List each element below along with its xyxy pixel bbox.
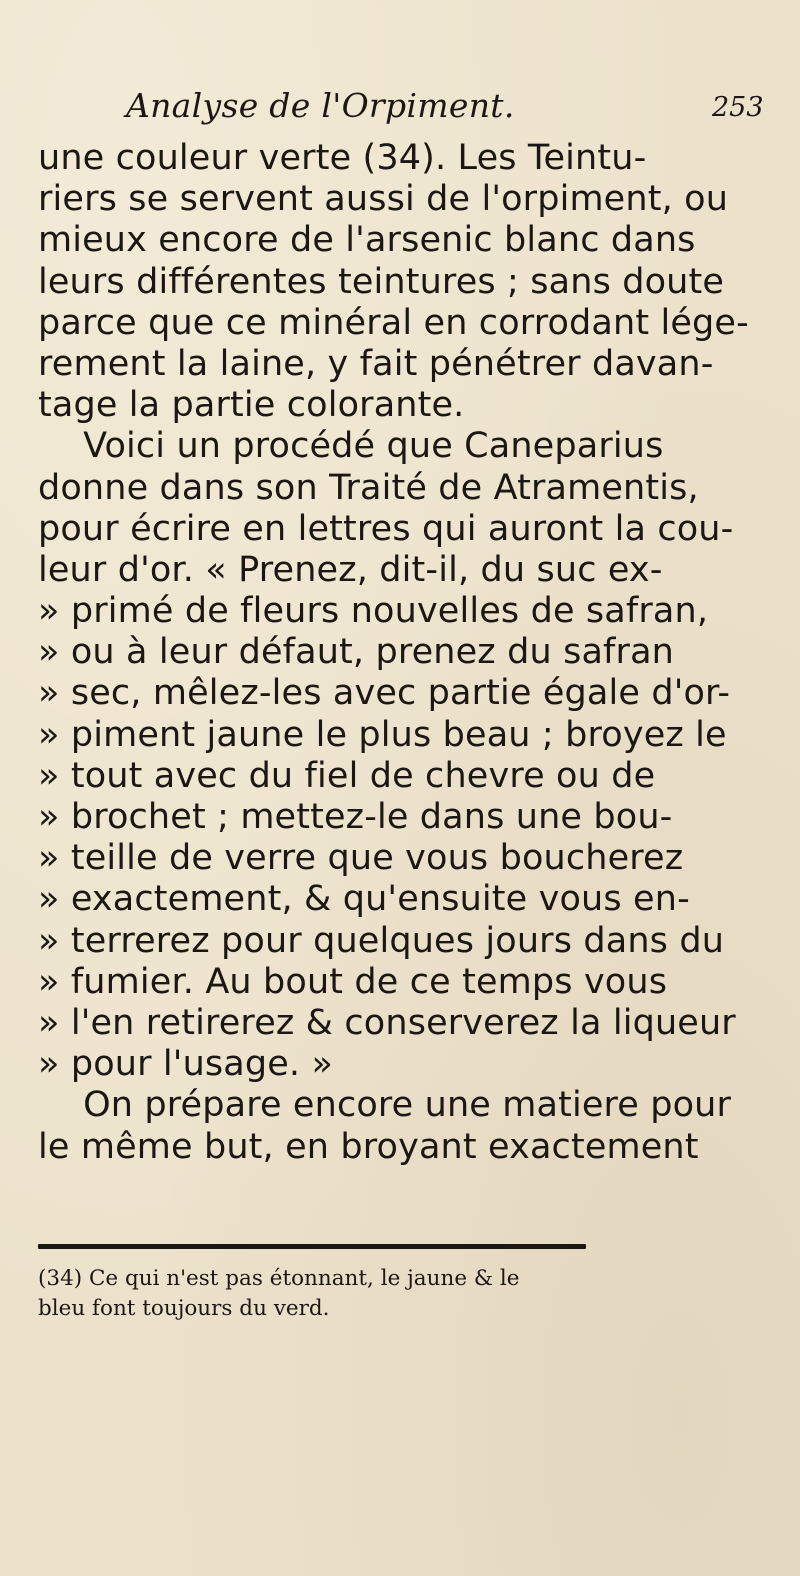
text-line: leur d'or. « Prenez, dit-il, du suc ex- [38, 549, 663, 590]
footnote-line: bleu font toujours du verd. [38, 1296, 330, 1321]
text-line: Voici un procédé que Caneparius [38, 426, 664, 467]
running-head [0, 74, 800, 134]
text-line: » teille de verre que vous boucherez [38, 838, 684, 879]
body-text [38, 138, 778, 1168]
page-number: 253 [712, 92, 764, 123]
text-line: » fumier. Au bout de ce temps vous [38, 961, 668, 1002]
footnote [38, 1264, 778, 1324]
text-line: parce que ce minéral en corrodant lége- [38, 302, 749, 343]
text-line: le même but, en broyant exactement [38, 1126, 699, 1167]
text-line: » brochet ; mettez-le dans une bou- [38, 797, 673, 837]
text-line: donne dans son Traité de Atramentis, [38, 467, 699, 508]
text-line: » primé de fleurs nouvelles de safran, [38, 591, 709, 632]
text-line: » ou à leur défaut, prenez du safran [38, 632, 674, 673]
text-line: pour écrire en lettres qui auront la cou- [38, 508, 734, 549]
text-line: » tout avec du fiel de chevre ou de [38, 755, 656, 796]
text-line: rement la laine, y fait pénétrer davan- [38, 343, 714, 384]
footnote-divider [38, 1244, 586, 1249]
text-line: une couleur verte (34). Les Teintu- [38, 138, 647, 178]
text-line: » piment jaune le plus beau ; broyez le [38, 714, 727, 755]
running-title: Analyse de l'Orpiment. [126, 86, 515, 125]
text-line: » exactement, & qu'ensuite vous en- [38, 879, 690, 920]
text-line: » pour l'usage. » [38, 1044, 334, 1085]
text-line: leurs différentes teintures ; sans doute [38, 261, 725, 302]
text-line: riers se servent aussi de l'orpiment, ou [38, 179, 729, 220]
text-line: » sec, mêlez-les avec partie égale d'or- [38, 673, 731, 714]
text-line: On prépare encore une matiere pour [38, 1085, 732, 1126]
text-line: mieux encore de l'arsenic blanc dans [38, 220, 696, 261]
footnote-line: (34) Ce qui n'est pas étonnant, le jaune & le [38, 1266, 520, 1291]
text-line: » terrerez pour quelques jours dans du [38, 920, 725, 961]
text-line: » l'en retirerez & conserverez la liqueur [38, 1002, 736, 1043]
text-line: tage la partie colorante. [38, 385, 465, 426]
